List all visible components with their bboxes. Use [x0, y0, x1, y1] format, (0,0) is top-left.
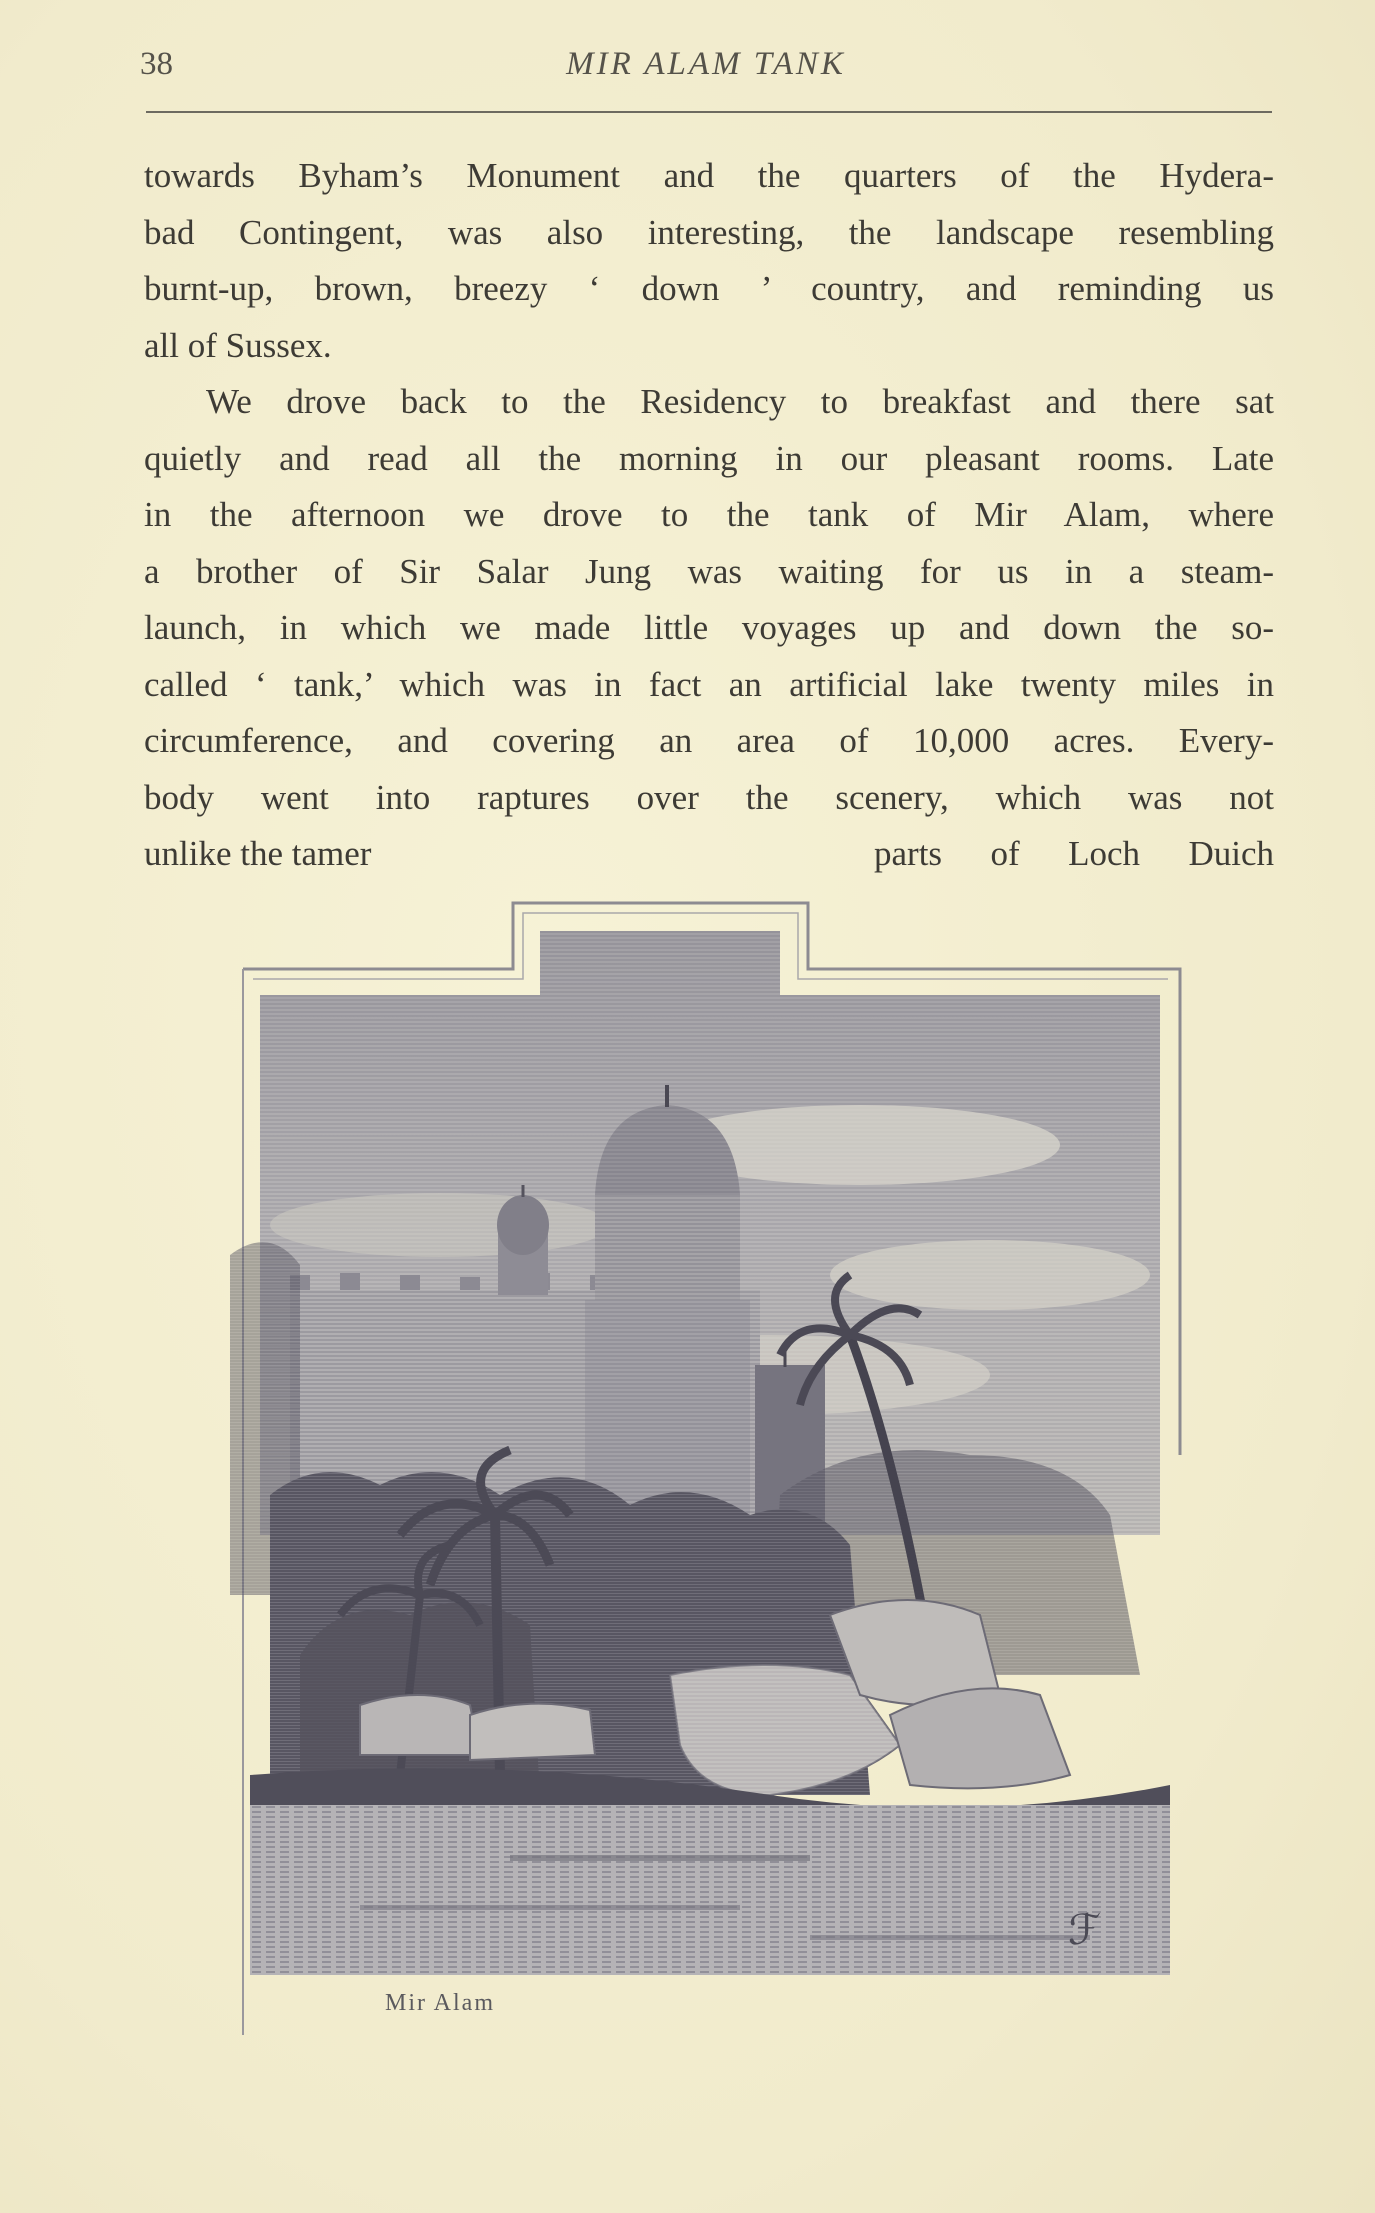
header-rule — [146, 111, 1272, 113]
text-line: called ‘ tank,’ which was in fact an artificial lake twenty miles in — [144, 664, 1274, 704]
figure-caption: Mir Alam — [385, 1990, 495, 2016]
text-line: bad Contingent, was also interesting, the landscape resembling — [144, 212, 1274, 252]
text-line: a brother of Sir Salar Jung was waiting for us in a steam- — [144, 551, 1274, 591]
page-number: 38 — [140, 46, 173, 82]
text-line: launch, in which we made little voyages up and down the so- — [144, 608, 1274, 647]
engraver-monogram: ℱ — [1068, 1908, 1102, 1954]
text-line: in the afternoon we drove to the tank of Mir Alam, where — [144, 495, 1274, 534]
text-fragment-left: unlike the tamer — [144, 834, 372, 873]
page-header — [140, 46, 1272, 96]
text-line: burnt-up, brown, breezy ‘ down ’ country, and reminding us — [144, 269, 1274, 308]
engraving-illustration — [210, 895, 1210, 2035]
text-line: towards Byham’s Monument and the quarters of the Hydera- — [144, 156, 1274, 195]
body-text — [144, 148, 1274, 883]
text-line-split — [144, 826, 1274, 883]
text-line: circumference, and covering an area of 10,000 acres. Every- — [144, 721, 1274, 760]
text-line: quietly and read all the morning in our pleasant rooms. Late — [144, 438, 1274, 478]
text-line: We drove back to the Residency to breakfast and there sat — [206, 382, 1274, 421]
text-line: body went into raptures over the scenery, which was not — [144, 777, 1274, 817]
text-fragment-right: parts of Loch Duich — [874, 834, 1274, 873]
running-title: MIR ALAM TANK — [566, 46, 846, 82]
engraving-image — [210, 895, 1210, 2035]
text-line: all of Sussex. — [144, 325, 332, 365]
